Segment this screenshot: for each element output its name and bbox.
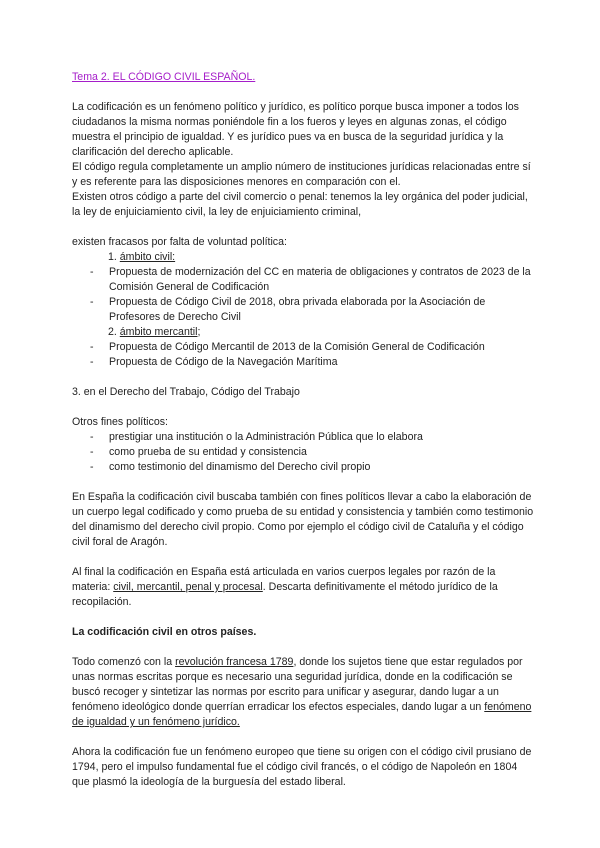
section-heading: La codificación civil en otros países.: [72, 626, 257, 638]
paragraph-codigo-regula: El código regula completamente un amplio número de instituciones jurídicas relacionadas entre sí y es referente para las disposiciones menores en comparación con el.: [72, 161, 531, 188]
paragraph-revolucion: Todo comenzó con la revolución francesa 1789, donde los sujetos tiene que estar regulados por unas normas escritas porque es necesario una seguridad jurídica, donde en la codificación se buscó recoger y sintetizar las normas por escrito para unificar y asegurar, dando lugar a un fenómeno ideológico donde querrían erradicar los efectos especiales, dando lugar a un fenómeno de igualdad y un fenómeno jurídico.: [72, 656, 532, 728]
list-heading-mercantil: 2. ámbito mercantil;: [108, 326, 201, 338]
paragraph-al-final: Al final la codificación en España está articulada en varios cuerpos legales por razón de la materia: civil, mercantil, penal y procesal. Descarta definitivamente el método jurídico de la recopilación.: [72, 566, 498, 608]
list-item: - Propuesta de Código Mercantil de 2013 de la Comisión General de Codificación: [90, 341, 485, 353]
list-item: - Propuesta de Código de la Navegación Marítima: [90, 356, 338, 368]
paragraph-codificacion: La codificación es un fenómeno político y jurídico, es político porque busca imponer a todos los ciudadanos la misma normas poniéndole fin a los fueros y leyes en algunas zonas, el código muestra el principio de igualdad. Y es jurídico pues va en busca de la seguridad jurídica y la clarificación del derecho aplicable.: [72, 101, 519, 158]
document-title: Tema 2. EL CÓDIGO CIVIL ESPAÑOL.: [72, 71, 256, 83]
document-body: [72, 70, 534, 790]
paragraph-espana: En España la codificación civil buscaba también con fines políticos llevar a cabo la elaboración de un cuerpo legal codificado y como prueba de su entidad y consistencia y también como testimonio del dinamismo del derecho civil propio. Como por ejemplo el código civil de Cataluña y el código civil foral de Aragón.: [72, 491, 534, 548]
list-item: - Propuesta de modernización del CC en materia de obligaciones y contratos de 2023 de la Comisión General de Codificación: [90, 266, 531, 293]
paragraph-fracasos: existen fracasos por falta de voluntad política:: [72, 236, 287, 248]
list-heading-civil: 1. ámbito civil:: [108, 251, 176, 263]
list-item: - prestigiar una institución o la Administración Pública que lo elabora: [90, 431, 423, 443]
list-item: - Propuesta de Código Civil de 2018, obra privada elaborada por la Asociación de Profesores de Derecho Civil: [90, 296, 486, 323]
paragraph-fenomeno-europeo: Ahora la codificación fue un fenómeno europeo que tiene su origen con el código civil prusiano de 1794, pero el impulso fundamental fue el código civil francés, o el código de Napoleón en 1804 que plasmó la ideología de la burguesía del estado liberal.: [72, 746, 532, 788]
paragraph-otros-codigos: Existen otros código a parte del civil comercio o penal: tenemos la ley orgánica del poder judicial, la ley de enjuiciamiento civil, la ley de enjuiciamiento criminal,: [72, 191, 528, 218]
paragraph-otros-fines: Otros fines políticos:: [72, 416, 168, 428]
list-item: - como testimonio del dinamismo del Derecho civil propio: [90, 461, 371, 473]
paragraph-derecho-trabajo: 3. en el Derecho del Trabajo, Código del Trabajo: [72, 386, 300, 398]
list-item: - como prueba de su entidad y consistencia: [90, 446, 307, 458]
